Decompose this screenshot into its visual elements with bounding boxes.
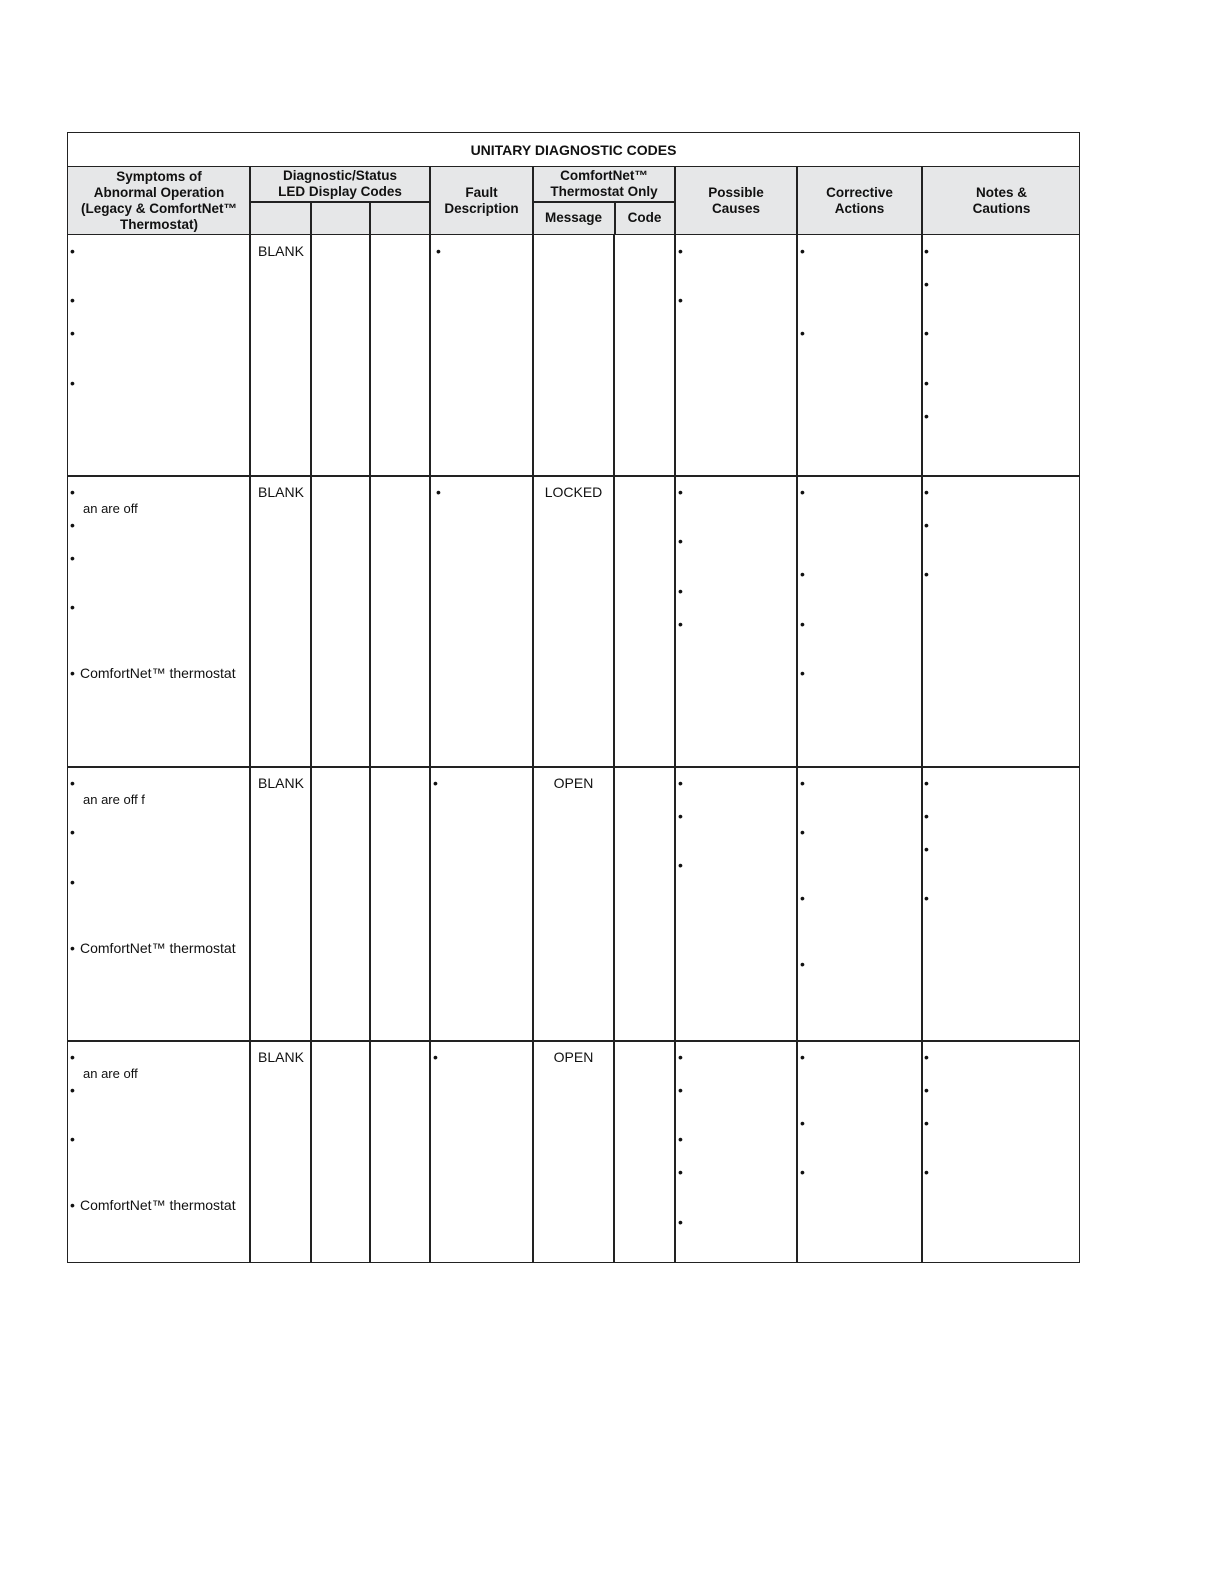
- comfortnet-symptom: ComfortNet™ thermostat: [80, 665, 236, 681]
- bullet: •: [924, 1082, 929, 1098]
- bullet: •: [70, 599, 75, 615]
- bullet: •: [678, 1082, 683, 1098]
- header-divider: [250, 201, 430, 203]
- bullet: •: [70, 1049, 75, 1065]
- bullet: •: [433, 1049, 438, 1065]
- led-code: BLANK: [258, 775, 304, 791]
- bullet: •: [678, 808, 683, 824]
- bullet: •: [436, 243, 441, 259]
- bullet: •: [433, 775, 438, 791]
- header-diagnostic: Diagnostic/Status LED Display Codes: [278, 168, 402, 199]
- bullet: •: [70, 665, 75, 681]
- bullet: •: [800, 1164, 805, 1180]
- table-row: [68, 235, 1079, 475]
- bullet: •: [924, 276, 929, 292]
- bullet: •: [800, 775, 805, 791]
- bullet: •: [800, 1115, 805, 1131]
- bullet: •: [678, 1049, 683, 1065]
- header-fault: Fault Description: [444, 185, 519, 216]
- bullet: •: [70, 550, 75, 566]
- symptom-text: an are off: [83, 1066, 138, 1081]
- bullet: •: [678, 857, 683, 873]
- bullet: •: [70, 940, 75, 956]
- thermostat-message: LOCKED: [544, 484, 603, 500]
- header-code: Code: [627, 210, 662, 225]
- bullet: •: [678, 484, 683, 500]
- bullet: •: [924, 841, 929, 857]
- table-row: [68, 1041, 1079, 1263]
- header-message: Message: [544, 210, 603, 225]
- comfortnet-symptom: ComfortNet™ thermostat: [80, 940, 236, 956]
- bullet: •: [70, 292, 75, 308]
- header-symptoms: Symptoms of Abnormal Operation (Legacy & ComfortNet™ Thermostat): [80, 169, 237, 232]
- bullet: •: [800, 616, 805, 632]
- led-code: BLANK: [258, 243, 304, 259]
- table-title: UNITARY DIAGNOSTIC CODES: [68, 133, 1079, 167]
- bullet: •: [678, 1214, 683, 1230]
- header-divider: [614, 201, 616, 235]
- bullet: •: [924, 775, 929, 791]
- bullet: •: [924, 484, 929, 500]
- header-causes: Possible Causes: [708, 185, 764, 216]
- bullet: •: [924, 890, 929, 906]
- bullet: •: [70, 775, 75, 791]
- table-row: [68, 767, 1079, 1040]
- bullet: •: [678, 616, 683, 632]
- bullet: •: [436, 484, 441, 500]
- bullet: •: [800, 956, 805, 972]
- bullet: •: [70, 375, 75, 391]
- bullet: •: [678, 775, 683, 791]
- bullet: •: [678, 583, 683, 599]
- header-notes: Notes & Cautions: [972, 185, 1031, 216]
- bullet: •: [924, 375, 929, 391]
- header-divider: [533, 201, 675, 203]
- header-divider: [310, 201, 312, 235]
- bullet: •: [678, 533, 683, 549]
- bullet: •: [678, 1131, 683, 1147]
- bullet: •: [800, 824, 805, 840]
- bullet: •: [800, 566, 805, 582]
- bullet: •: [800, 890, 805, 906]
- comfortnet-symptom: ComfortNet™ thermostat: [80, 1197, 236, 1213]
- bullet: •: [678, 1164, 683, 1180]
- bullet: •: [70, 517, 75, 533]
- header-comfortnet: ComfortNet™ Thermostat Only: [550, 168, 658, 199]
- bullet: •: [70, 325, 75, 341]
- bullet: •: [800, 325, 805, 341]
- thermostat-message: OPEN: [553, 1049, 594, 1065]
- bullet: •: [924, 566, 929, 582]
- bullet: •: [70, 1131, 75, 1147]
- bullet: •: [924, 517, 929, 533]
- symptom-text: an are off f: [83, 792, 145, 807]
- bullet: •: [70, 1082, 75, 1098]
- header-divider: [369, 201, 371, 235]
- bullet: •: [800, 665, 805, 681]
- bullet: •: [70, 874, 75, 890]
- bullet: •: [924, 408, 929, 424]
- bullet: •: [924, 1115, 929, 1131]
- bullet: •: [924, 325, 929, 341]
- bullet: •: [70, 484, 75, 500]
- bullet: •: [800, 484, 805, 500]
- led-code: BLANK: [258, 1049, 304, 1065]
- bullet: •: [924, 243, 929, 259]
- bullet: •: [924, 1164, 929, 1180]
- bullet: •: [70, 824, 75, 840]
- bullet: •: [800, 1049, 805, 1065]
- diagnostic-codes-table: [67, 132, 1080, 1263]
- bullet: •: [678, 292, 683, 308]
- bullet: •: [70, 1197, 75, 1213]
- led-code: BLANK: [258, 484, 304, 500]
- bullet: •: [924, 808, 929, 824]
- bullet: •: [800, 243, 805, 259]
- bullet: •: [70, 243, 75, 259]
- header-actions: Corrective Actions: [826, 185, 893, 216]
- table-row: [68, 476, 1079, 766]
- bullet: •: [678, 243, 683, 259]
- thermostat-message: OPEN: [553, 775, 594, 791]
- bullet: •: [924, 1049, 929, 1065]
- symptom-text: an are off: [83, 501, 138, 516]
- table-header: [68, 167, 1079, 235]
